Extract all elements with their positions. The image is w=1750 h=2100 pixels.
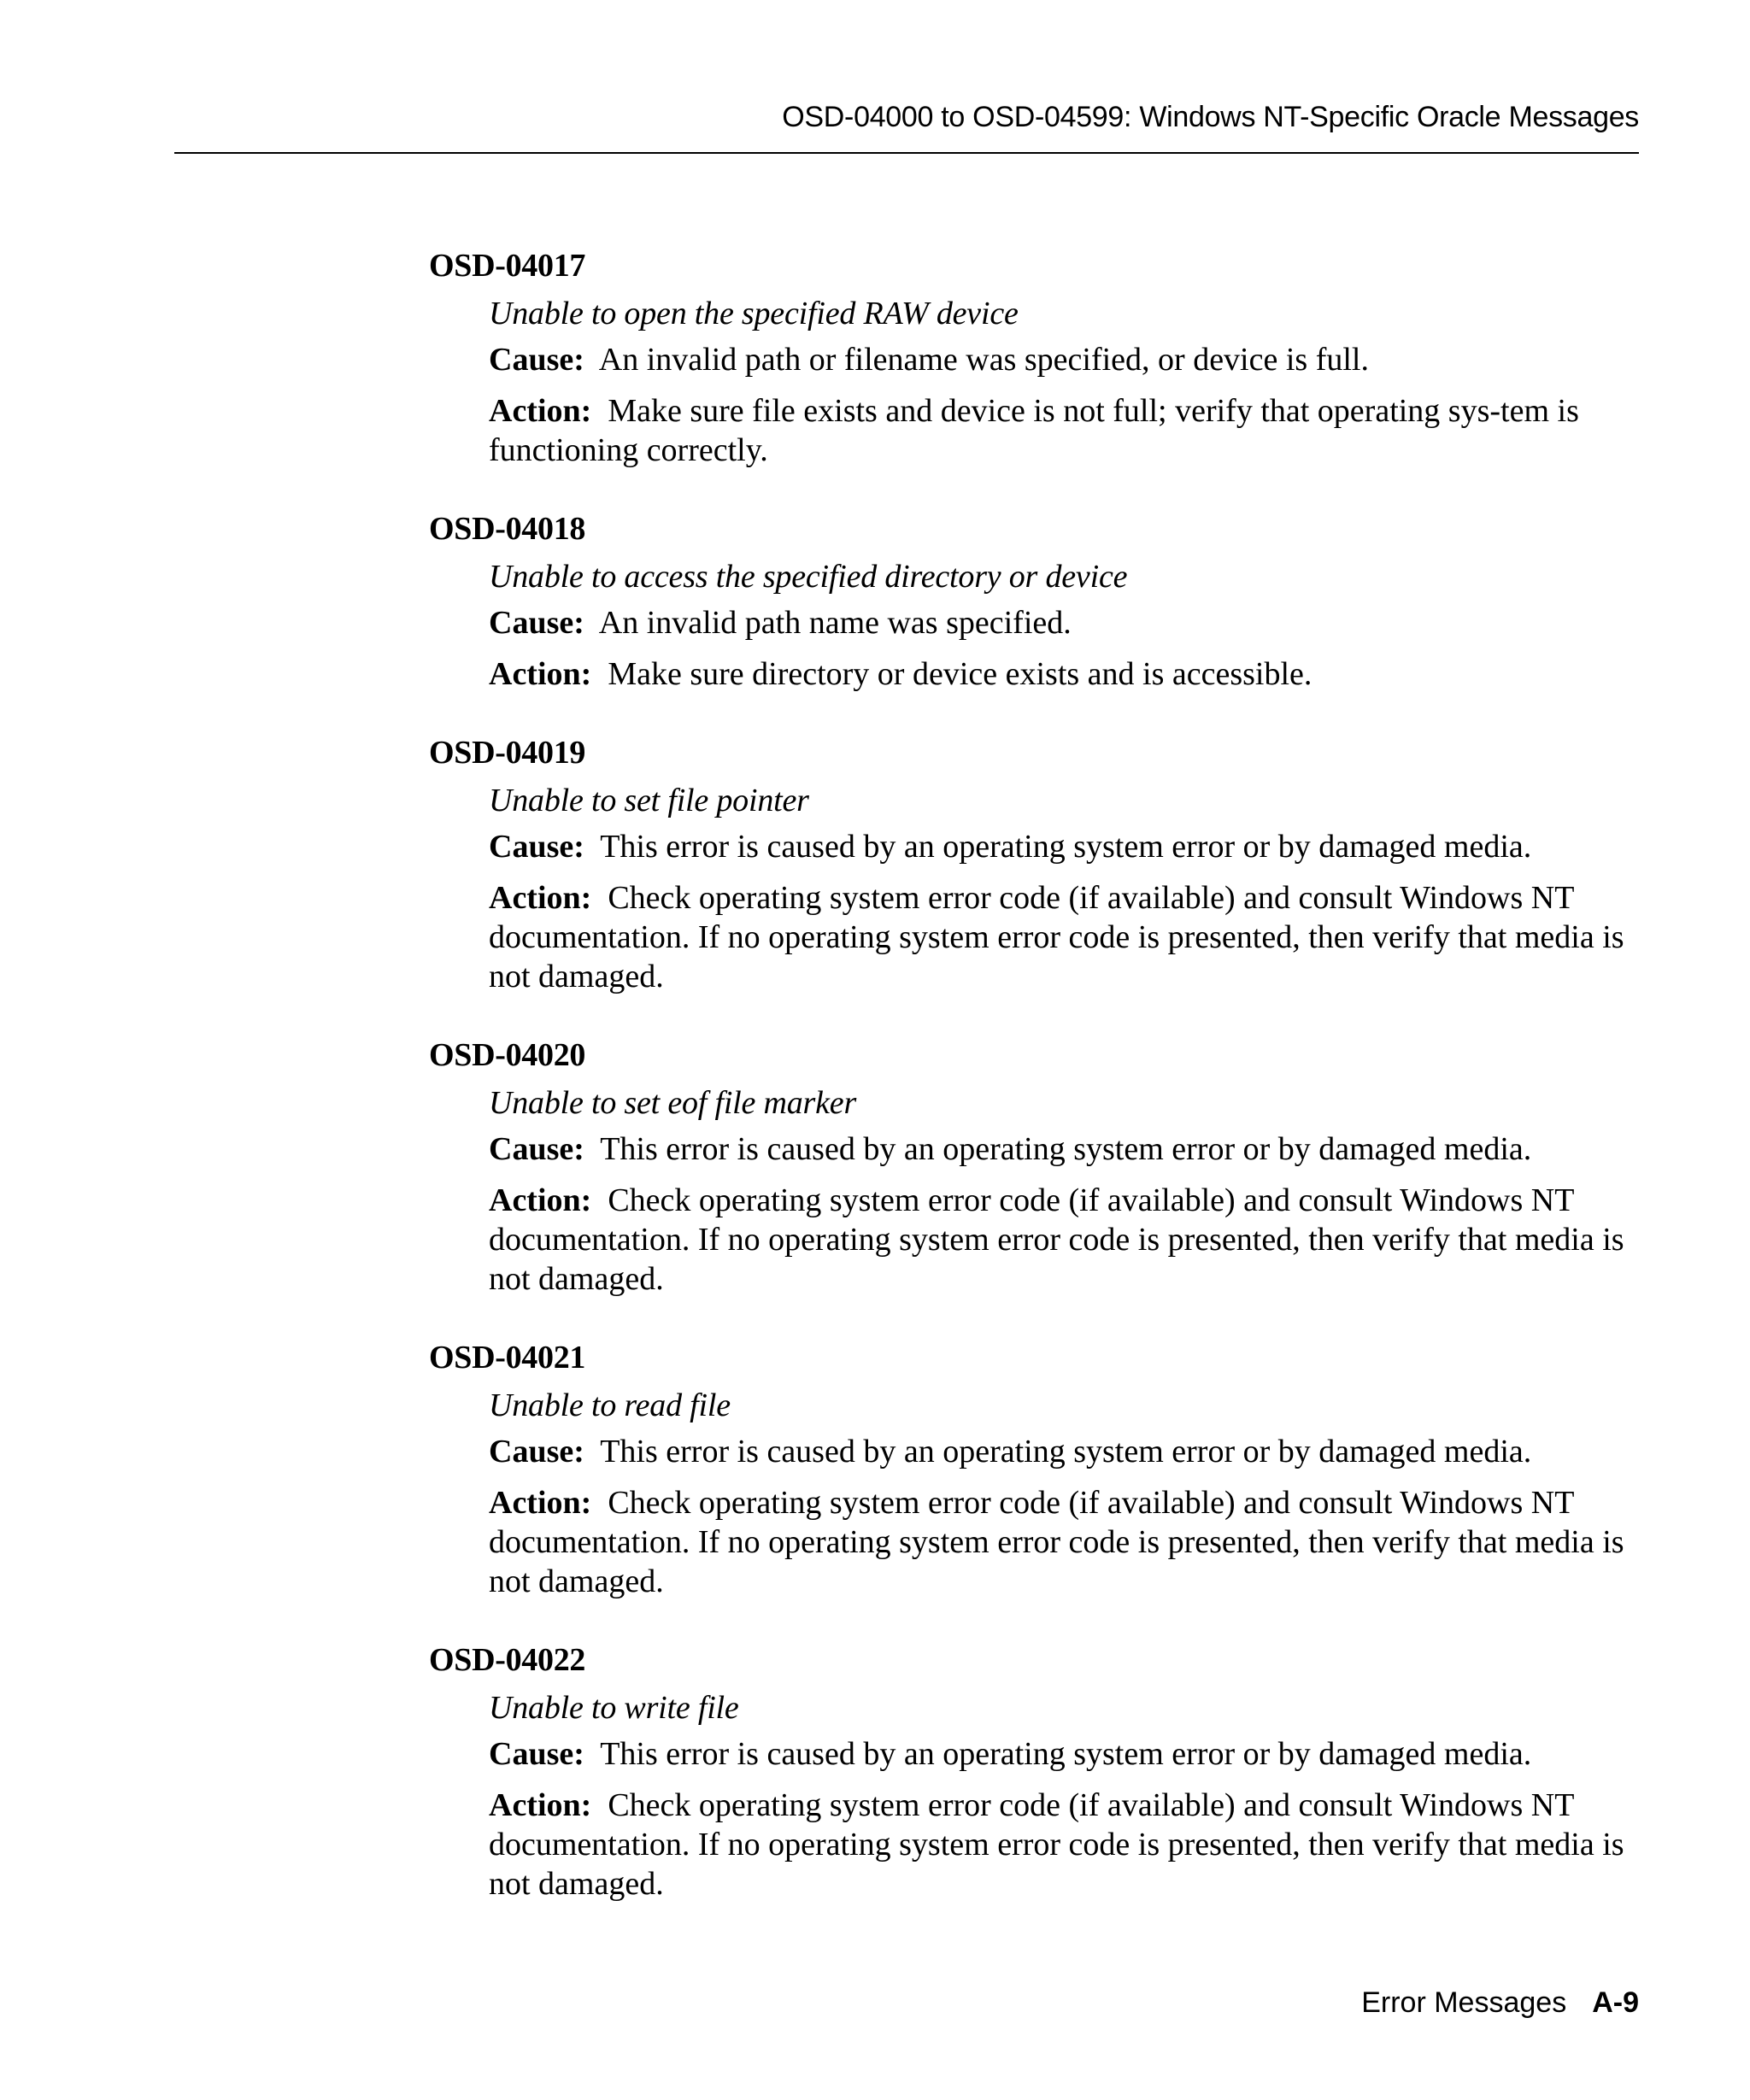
page-footer — [1361, 1986, 1639, 2020]
message-title: Unable to open the specified RAW device — [489, 296, 1019, 331]
action-paragraph — [489, 654, 1642, 694]
action-label: Action: — [489, 656, 592, 692]
running-header: OSD-04000 to OSD-04599: Windows NT-Specific Oracle Messages — [782, 101, 1639, 133]
action-paragraph — [489, 1786, 1642, 1903]
message-entry — [429, 733, 1642, 996]
message-code: OSD-04017 — [429, 248, 586, 284]
cause-text: This error is caused by an operating system error or by damaged media. — [600, 829, 1532, 865]
message-title: Unable to write file — [489, 1690, 739, 1726]
message-body — [489, 1688, 1642, 1903]
action-paragraph — [489, 878, 1642, 996]
cause-label: Cause: — [489, 1131, 584, 1167]
message-body — [489, 557, 1642, 694]
page-number: A-9 — [1592, 1986, 1639, 2019]
cause-label: Cause: — [489, 605, 584, 641]
action-paragraph — [489, 391, 1642, 470]
action-label: Action: — [489, 393, 592, 429]
action-text: Check operating system error code (if available) and consult Windows NT documentation. If no operating system error code is presented, then verify that media is not damaged. — [489, 1787, 1624, 1902]
cause-paragraph — [489, 603, 1642, 642]
cause-paragraph — [489, 827, 1642, 866]
message-code: OSD-04019 — [429, 735, 586, 771]
cause-text: This error is caused by an operating system error or by damaged media. — [600, 1131, 1532, 1167]
action-label: Action: — [489, 1485, 592, 1521]
action-text: Check operating system error code (if available) and consult Windows NT documentation. If no operating system error code is presented, then verify that media is not damaged. — [489, 1182, 1624, 1297]
action-label: Action: — [489, 1182, 592, 1218]
message-list — [429, 246, 1642, 1943]
cause-paragraph — [489, 1432, 1642, 1471]
cause-label: Cause: — [489, 1736, 584, 1772]
message-title: Unable to read file — [489, 1387, 731, 1423]
footer-section-title: Error Messages — [1361, 1986, 1567, 2019]
message-title: Unable to access the specified directory or device — [489, 559, 1128, 595]
cause-label: Cause: — [489, 342, 584, 378]
message-code: OSD-04020 — [429, 1037, 586, 1073]
message-entry — [429, 509, 1642, 694]
message-entry — [429, 1035, 1642, 1299]
cause-text: An invalid path or filename was specified, or device is full. — [598, 342, 1369, 378]
cause-label: Cause: — [489, 829, 584, 865]
message-title: Unable to set file pointer — [489, 783, 809, 818]
message-entry — [429, 246, 1642, 470]
cause-label: Cause: — [489, 1434, 584, 1469]
cause-text: This error is caused by an operating system error or by damaged media. — [600, 1736, 1532, 1772]
action-text: Check operating system error code (if available) and consult Windows NT documentation. If no operating system error code is presented, then verify that media is not damaged. — [489, 1485, 1624, 1599]
message-code: OSD-04018 — [429, 511, 586, 547]
message-entry — [429, 1640, 1642, 1903]
message-code: OSD-04022 — [429, 1642, 586, 1678]
cause-paragraph — [489, 1129, 1642, 1169]
action-text: Check operating system error code (if available) and consult Windows NT documentation. If no operating system error code is presented, then verify that media is not damaged. — [489, 880, 1624, 994]
cause-paragraph — [489, 1734, 1642, 1774]
message-title: Unable to set eof file marker — [489, 1085, 857, 1121]
message-body — [489, 1386, 1642, 1601]
message-entry — [429, 1338, 1642, 1601]
header-divider — [174, 152, 1639, 154]
action-label: Action: — [489, 1787, 592, 1823]
action-paragraph — [489, 1483, 1642, 1601]
action-paragraph — [489, 1181, 1642, 1299]
message-body — [489, 1083, 1642, 1299]
action-text: Make sure directory or device exists and is accessible. — [608, 656, 1312, 692]
message-code: OSD-04021 — [429, 1340, 586, 1376]
cause-paragraph — [489, 340, 1642, 379]
cause-text: This error is caused by an operating system error or by damaged media. — [600, 1434, 1532, 1469]
cause-text: An invalid path name was specified. — [598, 605, 1072, 641]
message-body — [489, 781, 1642, 996]
message-body — [489, 294, 1642, 470]
action-label: Action: — [489, 880, 592, 916]
action-text: Make sure file exists and device is not full; verify that operating sys-tem is functioning correctly. — [489, 393, 1579, 468]
